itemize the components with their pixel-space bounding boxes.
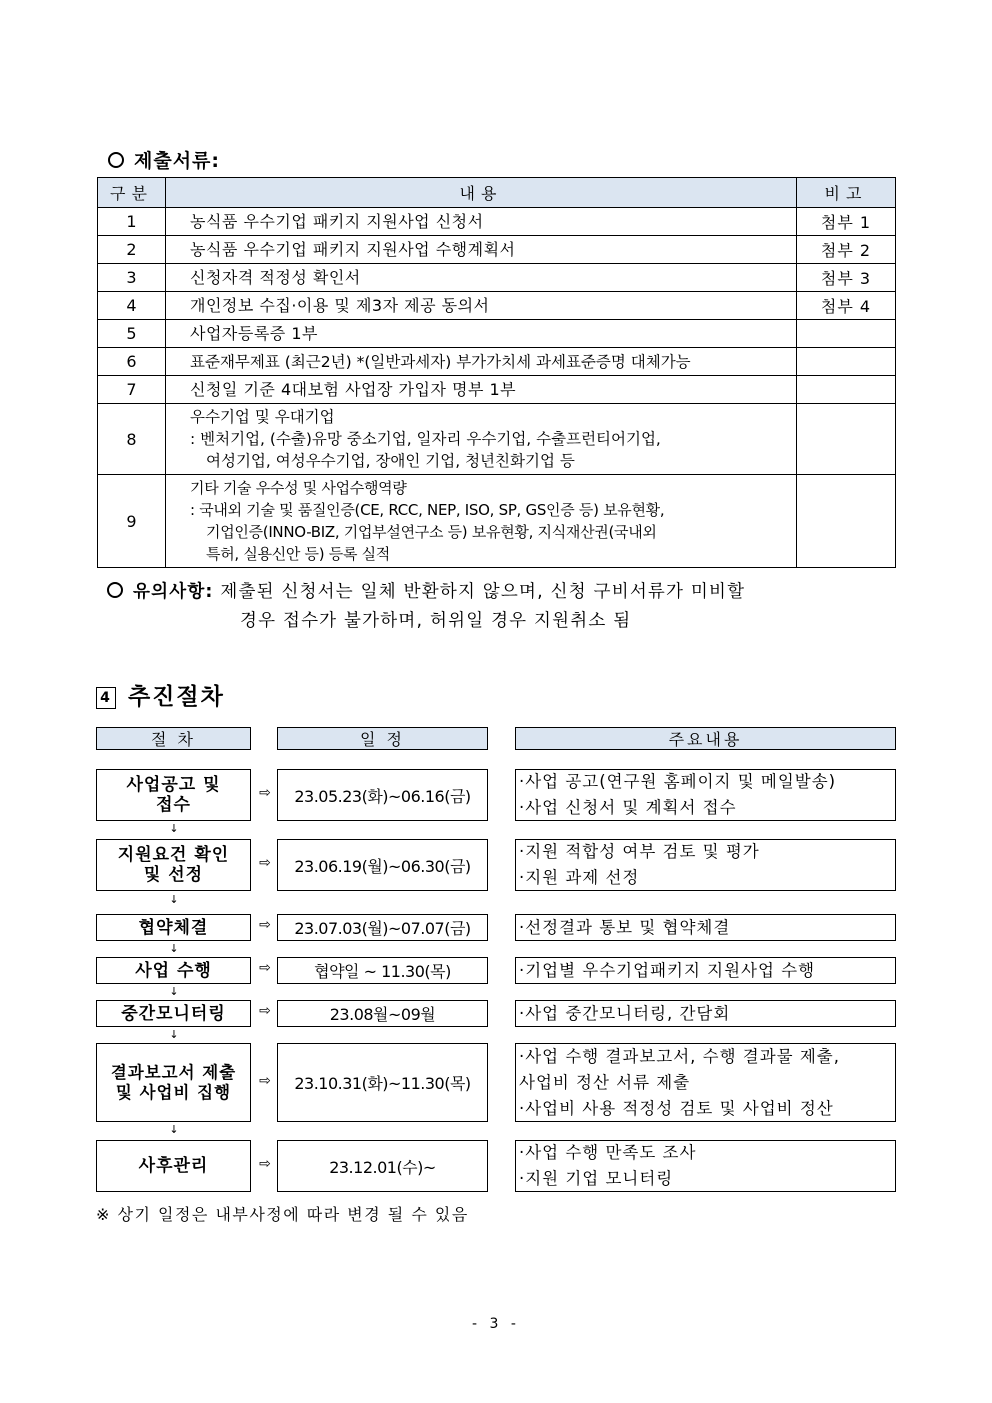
step-description: [515, 957, 896, 984]
step-description: [515, 914, 896, 941]
row-number: 1: [98, 208, 166, 236]
down-arrow-icon: ↓: [169, 822, 179, 835]
right-arrow-icon: ⇨: [259, 785, 271, 801]
notice-label: 유의사항:: [133, 582, 214, 602]
step-name-line: 중간모니터링: [121, 1003, 226, 1024]
header-content: 내용: [166, 178, 797, 208]
right-arrow-icon: ⇨: [259, 1073, 271, 1089]
step-description: [515, 1000, 896, 1027]
header-note: 비고: [797, 178, 896, 208]
right-arrow-icon: ⇨: [259, 960, 271, 976]
step-description: [515, 839, 896, 891]
step-item: ·사업 공고(연구원 홈페이지 및 메일발송): [519, 772, 837, 791]
step-item: ·선정결과 통보 및 협약체결: [519, 917, 731, 937]
step-name-line: 접수: [156, 795, 191, 815]
circle-bullet-icon: [107, 582, 123, 598]
step-date: 23.05.23(화)~06.16(금): [277, 769, 488, 821]
row-line: 기타 기술 우수성 및 사업수행역량: [190, 479, 407, 497]
table-row: [98, 348, 896, 376]
process-step: [96, 914, 251, 941]
step-date: 23.07.03(월)~07.07(금): [277, 914, 488, 941]
page-number: - 3 -: [472, 1316, 520, 1332]
step-item: ·기업별 우수기업패키지 지원사업 수행: [519, 960, 816, 980]
step-name-line: 지원요건 확인: [117, 845, 230, 865]
process-step: [96, 769, 251, 821]
row-number: 2: [98, 236, 166, 264]
section-4-title-text: 추진절차: [128, 684, 225, 710]
table-row: [98, 404, 896, 475]
row-content: 사업자등록증 1부: [166, 320, 797, 348]
schedule-footnote: ※ 상기 일정은 내부사정에 따라 변경 될 수 있음: [96, 1205, 469, 1224]
step-item: ·지원 적합성 여부 검토 및 평가: [519, 842, 760, 861]
step-item: ·사업 중간모니터링, 간담회: [519, 1003, 731, 1023]
row-line: 기업인증(INNO-BIZ, 기업부설연구소 등) 보유현황, 지식재산권(국내외: [206, 523, 657, 541]
row-content: 표준재무제표 (최근2년) *(일반과세자) 부가가치세 과세표준증명 대체가능: [166, 348, 797, 376]
section-4-title: [96, 678, 225, 711]
step-name-line: 사업공고 및: [126, 775, 221, 795]
header-category: 구분: [98, 178, 166, 208]
right-arrow-icon: ⇨: [259, 917, 271, 933]
row-content: [166, 475, 797, 568]
docs-section-title: [108, 146, 220, 173]
right-arrow-icon: ⇨: [259, 1156, 271, 1172]
row-line: : 국내외 기술 및 품질인증(CE, RCC, NEP, ISO, SP, GS인증 등) 보유현황,: [190, 501, 665, 519]
down-arrow-icon: ↓: [169, 942, 179, 955]
row-content: 농식품 우수기업 패키지 지원사업 신청서: [166, 208, 797, 236]
circle-bullet-icon: [108, 152, 124, 168]
step-name-line: 사후관리: [138, 1156, 209, 1176]
process-step: [96, 1000, 251, 1027]
row-note: [797, 475, 896, 568]
down-arrow-icon: ↓: [169, 1028, 179, 1041]
process-step: [96, 1043, 251, 1122]
row-note: [797, 404, 896, 475]
row-number: 7: [98, 376, 166, 404]
process-step: [96, 1140, 251, 1192]
step-item: ·사업 수행 만족도 조사: [519, 1143, 697, 1162]
section-number-box: 4: [96, 687, 116, 709]
step-item: ·사업 수행 결과보고서, 수행 결과물 제출,: [519, 1046, 840, 1066]
row-number: 5: [98, 320, 166, 348]
row-number: 8: [98, 404, 166, 475]
row-number: 9: [98, 475, 166, 568]
table-row: [98, 236, 896, 264]
step-date: 23.12.01(수)~: [277, 1140, 488, 1192]
header-schedule: 일 정: [277, 727, 488, 750]
step-name-line: 협약체결: [138, 917, 209, 938]
step-name-line: 및 선정: [143, 865, 204, 885]
step-item: 사업비 정산 서류 제출: [519, 1072, 691, 1092]
table-header-row: [98, 178, 896, 208]
docs-section-title-text: 제출서류:: [134, 150, 221, 172]
row-line: 특허, 실용신안 등) 등록 실적: [206, 545, 390, 563]
step-name-line: 사업 수행: [135, 960, 212, 981]
documents-table: [97, 177, 896, 568]
step-description: [515, 1043, 896, 1122]
down-arrow-icon: ↓: [169, 1123, 179, 1136]
header-step: 절 차: [96, 727, 251, 750]
row-note: 첨부 3: [797, 264, 896, 292]
process-step: [96, 839, 251, 891]
table-row: [98, 208, 896, 236]
notice-line-1: 제출된 신청서는 일체 반환하지 않으며, 신청 구비서류가 미비할: [220, 582, 746, 602]
row-content: 개인정보 수집·이용 및 제3자 제공 동의서: [166, 292, 797, 320]
row-note: 첨부 4: [797, 292, 896, 320]
row-number: 3: [98, 264, 166, 292]
step-name-line: 결과보고서 제출: [110, 1062, 237, 1082]
right-arrow-icon: ⇨: [259, 855, 271, 871]
step-item: ·사업 신청서 및 계획서 접수: [519, 798, 737, 817]
row-content: 신청일 기준 4대보험 사업장 가입자 명부 1부: [166, 376, 797, 404]
row-number: 4: [98, 292, 166, 320]
step-item: ·지원 과제 선정: [519, 868, 640, 887]
header-main-content: 주요내용: [515, 727, 896, 750]
table-row: [98, 376, 896, 404]
notice-block: [107, 578, 745, 636]
step-item: ·지원 기업 모니터링: [519, 1169, 674, 1188]
step-description: [515, 1140, 896, 1192]
row-note: [797, 348, 896, 376]
row-content: 농식품 우수기업 패키지 지원사업 수행계획서: [166, 236, 797, 264]
row-number: 6: [98, 348, 166, 376]
down-arrow-icon: ↓: [169, 893, 179, 906]
right-arrow-icon: ⇨: [259, 1003, 271, 1019]
process-step: [96, 957, 251, 984]
row-note: [797, 320, 896, 348]
table-row: [98, 264, 896, 292]
step-description: [515, 769, 896, 821]
step-date: 23.08월~09월: [277, 1000, 488, 1027]
row-note: 첨부 1: [797, 208, 896, 236]
step-name-line: 및 사업비 집행: [115, 1082, 232, 1102]
step-item: ·사업비 사용 적정성 검토 및 사업비 정산: [519, 1098, 834, 1118]
row-line: : 벤처기업, (수출)유망 중소기업, 일자리 우수기업, 수출프런티어기업,: [190, 430, 661, 448]
down-arrow-icon: ↓: [169, 985, 179, 998]
row-content: 신청자격 적정성 확인서: [166, 264, 797, 292]
row-line: 여성기업, 여성우수기업, 장애인 기업, 청년친화기업 등: [206, 452, 575, 470]
row-note: [797, 376, 896, 404]
table-row: [98, 292, 896, 320]
notice-line-2: 경우 접수가 불가하며, 허위일 경우 지원취소 됨: [240, 611, 632, 631]
table-row: [98, 475, 896, 568]
row-note: 첨부 2: [797, 236, 896, 264]
row-content: [166, 404, 797, 475]
step-date: 협약일 ~ 11.30(목): [277, 957, 488, 984]
row-line: 우수기업 및 우대기업: [190, 408, 335, 426]
step-date: 23.10.31(화)~11.30(목): [277, 1043, 488, 1122]
step-date: 23.06.19(월)~06.30(금): [277, 839, 488, 891]
table-row: [98, 320, 896, 348]
